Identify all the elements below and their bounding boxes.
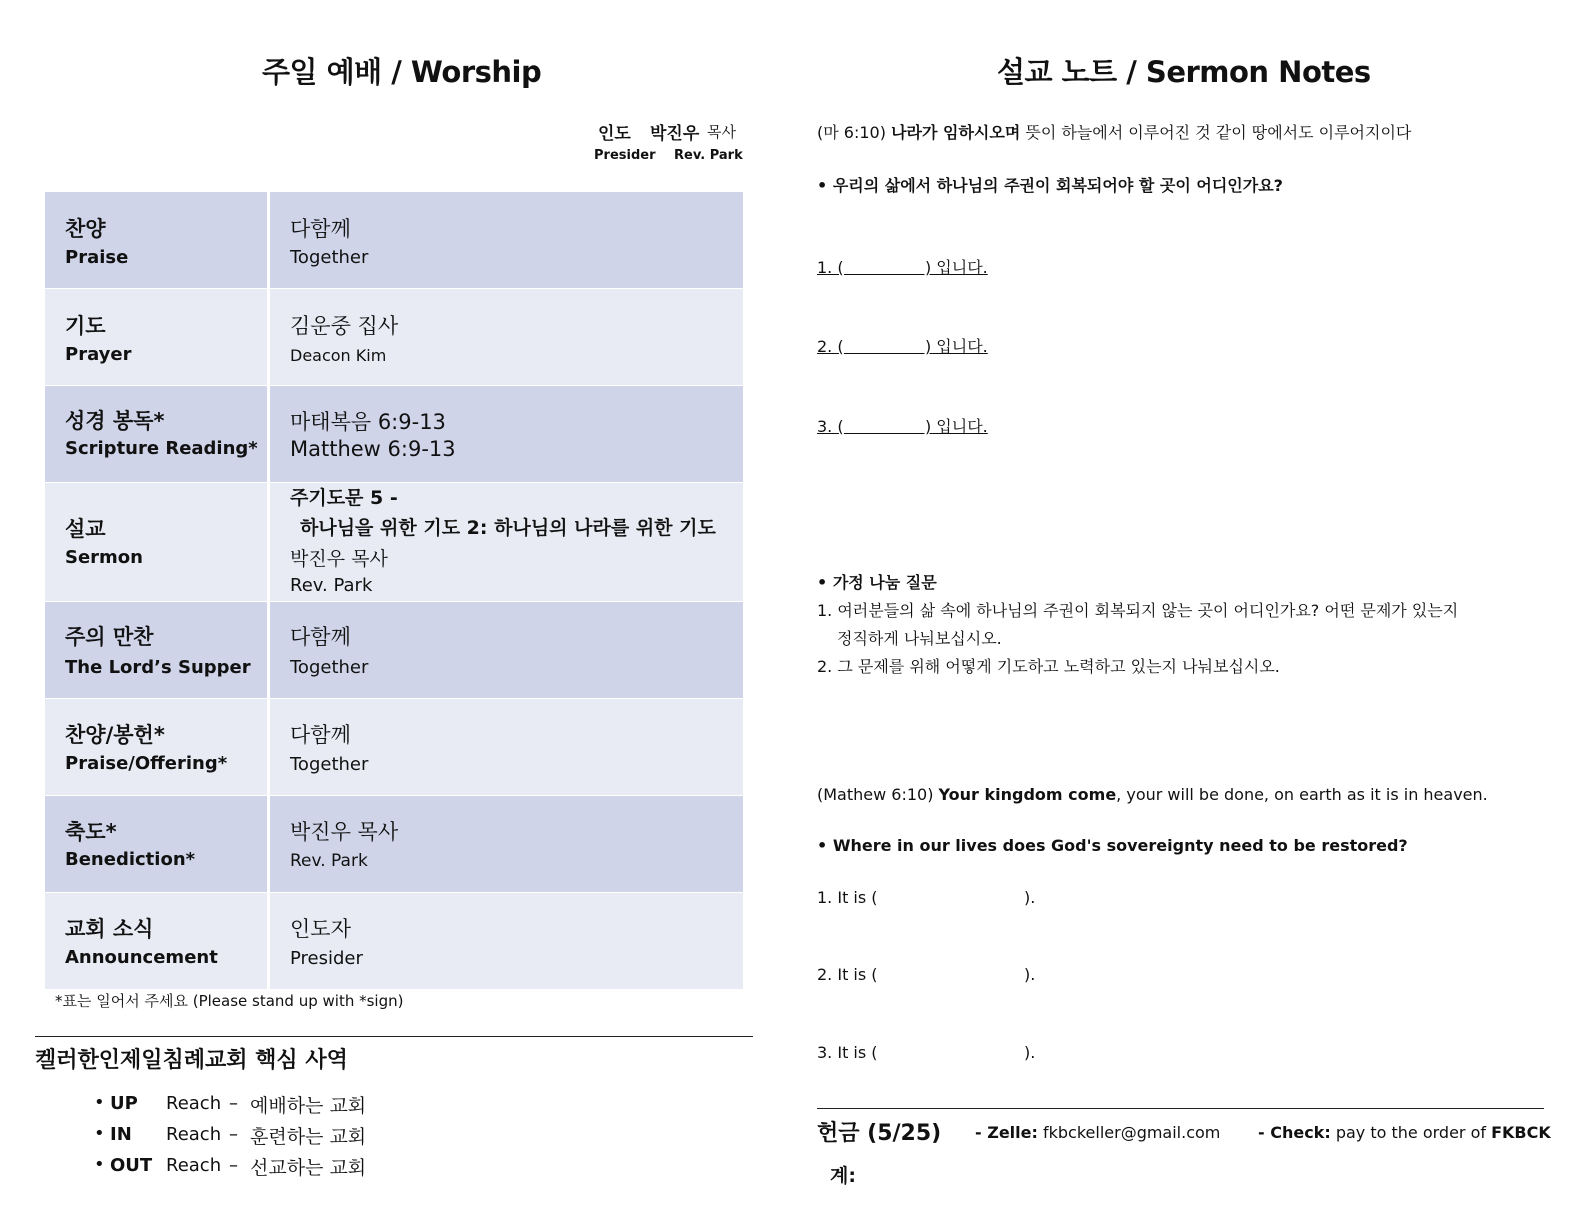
kor-verse-rest: 뜻이 하늘에서 이루어진 것 같이 땅에서도 이루어지이다 [1025,123,1412,142]
order-value-eng: Deacon Kim [290,346,387,365]
table-row [45,796,743,892]
order-value-eng: Together [290,754,369,775]
order-eng-label: Scripture Reading* [65,438,258,459]
order-kor-label: 찬양 [65,217,106,241]
order-value-kor: 박진우 목사 [290,820,399,844]
order-value-kor: 다함께 [290,217,351,241]
order-value-cell [270,699,743,795]
ministry-reach: Reach [166,1155,222,1176]
table-row [45,699,743,795]
ministry-desc: 예배하는 교회 [250,1095,367,1117]
order-value-kor: 인도자 [290,917,351,941]
order-label-cell [45,796,267,892]
order-eng-label: Announcement [65,947,218,968]
eng-blank-open: 1. It is ( [817,888,878,907]
order-value-eng: Presider [290,948,363,969]
ministry-tag: OUT [110,1155,153,1176]
sermon-notes-title: 설교 노트 / Sermon Notes [997,55,1371,89]
ministry-desc: 선교하는 교회 [250,1157,367,1179]
order-value-cell [270,796,743,892]
eng-question [817,836,1408,855]
order-value-cell [270,192,743,288]
presider-kor-name: 박진우 [650,124,700,144]
bullet-icon: • [817,573,828,592]
order-value-cell [270,386,743,482]
kor-blank-3[interactable]: 3. ( ) 입니다. [817,417,988,436]
ministry-desc: 훈련하는 교회 [250,1126,367,1148]
kor-blank-2[interactable]: 2. ( ) 입니다. [817,337,988,356]
order-value-eng: Rev. Park [290,851,368,871]
order-eng-label: Prayer [65,344,132,365]
offering-zelle [975,1123,1220,1142]
order-eng-label: Praise/Offering* [65,753,228,774]
ministry-dash: – [229,1093,238,1114]
family-question-2: 2. 그 문제를 위해 어떻게 기도하고 노력하고 있는지 나눠보십시오. [817,657,1280,676]
order-value-kor: 다함께 [290,625,351,649]
eng-verse-bold: Your kingdom come [938,785,1117,804]
eng-blank-close: ). [1024,965,1036,984]
order-eng-label: Praise [65,247,129,268]
divider [35,1036,753,1037]
eng-verse [817,785,1488,804]
order-eng-label: The Lord’s Supper [65,657,251,678]
family-title [817,570,937,593]
order-value-eng: Matthew 6:9-13 [290,437,456,461]
eng-blank-open: 3. It is ( [817,1043,878,1062]
kor-question-text: 우리의 삶에서 하나님의 주권이 회복되어야 할 곳이 어디인가요? [832,176,1283,195]
bullet-icon: • [94,1092,105,1113]
ministry-tag: UP [110,1093,138,1114]
table-row [45,893,743,989]
order-kor-label: 교회 소식 [65,917,154,941]
order-label-cell [45,699,267,795]
sermon-preacher-kor: 박진우 목사 [290,548,388,570]
order-kor-label: 설교 [65,517,106,541]
order-kor-label: 주의 만찬 [65,625,154,649]
order-value-cell [270,893,743,989]
order-label-cell [45,893,267,989]
kor-blank-1[interactable]: 1. ( ) 입니다. [817,258,988,277]
bullet-icon: • [94,1154,105,1175]
eng-verse-rest: , your will be done, on earth as it is in heaven. [1116,785,1488,804]
order-value-kor: 김운중 집사 [290,314,399,338]
kor-question [817,173,1283,196]
sermon-preacher-eng: Rev. Park [290,575,373,596]
order-value-cell [270,483,743,601]
kor-verse [817,120,1411,143]
check-label: - Check: [1258,1123,1331,1142]
presider-kor-title: 목사 [707,123,736,141]
bullet-icon: • [817,176,828,195]
zelle-value: fkbckeller@gmail.com [1042,1123,1221,1142]
offering-check [1258,1123,1551,1142]
table-row [45,192,743,288]
offering-title: 헌금 (5/25) [817,1121,942,1146]
presider-kor-role: 인도 [598,124,631,144]
ministry-reach: Reach [166,1093,222,1114]
worship-title: 주일 예배 / Worship [262,55,542,89]
presider-eng-name: Rev. Park [674,148,743,163]
order-kor-label: 기도 [65,314,106,338]
divider [817,1108,1544,1109]
ministry-dash: – [229,1155,238,1176]
eng-blank-close: ). [1024,888,1036,907]
order-value-eng: Together [290,247,369,268]
order-label-cell [45,483,267,601]
table-row [45,483,743,601]
stand-note: *표는 일어서 주세요 (Please stand up with *sign) [55,992,404,1010]
family-question-1: 1. 여러분들의 삶 속에 하나님의 주권이 회복되지 않는 곳이 어디인가요? 어떤 문제가 있는지 [817,601,1459,620]
eng-verse-ref: (Mathew 6:10) [817,785,934,804]
order-kor-label: 성경 봉독* [65,409,165,433]
order-value-eng: Together [290,657,369,678]
ministry-title: 켈러한인제일침례교회 핵심 사역 [35,1048,348,1073]
order-label-cell [45,386,267,482]
order-value-kor: 다함께 [290,723,351,747]
order-value-kor: 마태복음 6:9-13 [290,410,446,434]
kor-verse-ref: (마 6:10) [817,123,886,142]
zelle-label: - Zelle: [975,1123,1038,1142]
family-question-1-cont: 정직하게 나눠보십시오. [837,629,1002,648]
ministry-dash: – [229,1124,238,1145]
table-row [45,289,743,385]
ministry-tag: IN [110,1124,132,1145]
bullet-icon: • [817,836,828,855]
table-row [45,386,743,482]
eng-blank-close: ). [1024,1043,1036,1062]
order-value-cell [270,602,743,698]
offering-total-label: 계: [830,1165,856,1187]
order-value-cell [270,289,743,385]
order-label-cell [45,289,267,385]
kor-verse-bold: 나라가 임하시오며 [891,123,1021,142]
family-title-text: 가정 나눔 질문 [832,573,937,592]
eng-blank-open: 2. It is ( [817,965,878,984]
sermon-title: 하나님을 위한 기도 2: 하나님의 나라를 위한 기도 [300,517,716,539]
order-eng-label: Benediction* [65,849,196,870]
sermon-series-title: 주기도문 5 - [290,487,398,509]
check-payee: FKBCK [1491,1123,1551,1142]
order-label-cell [45,192,267,288]
order-eng-label: Sermon [65,547,143,568]
ministry-reach: Reach [166,1124,222,1145]
presider-eng-role: Presider [594,148,656,163]
order-label-cell [45,602,267,698]
eng-question-text: Where in our lives does God's sovereignty need to be restored? [832,836,1408,855]
check-value: pay to the order of [1335,1123,1486,1142]
order-kor-label: 축도* [65,820,117,844]
order-kor-label: 찬양/봉헌* [65,723,165,747]
bullet-icon: • [94,1123,105,1144]
table-row [45,602,743,698]
